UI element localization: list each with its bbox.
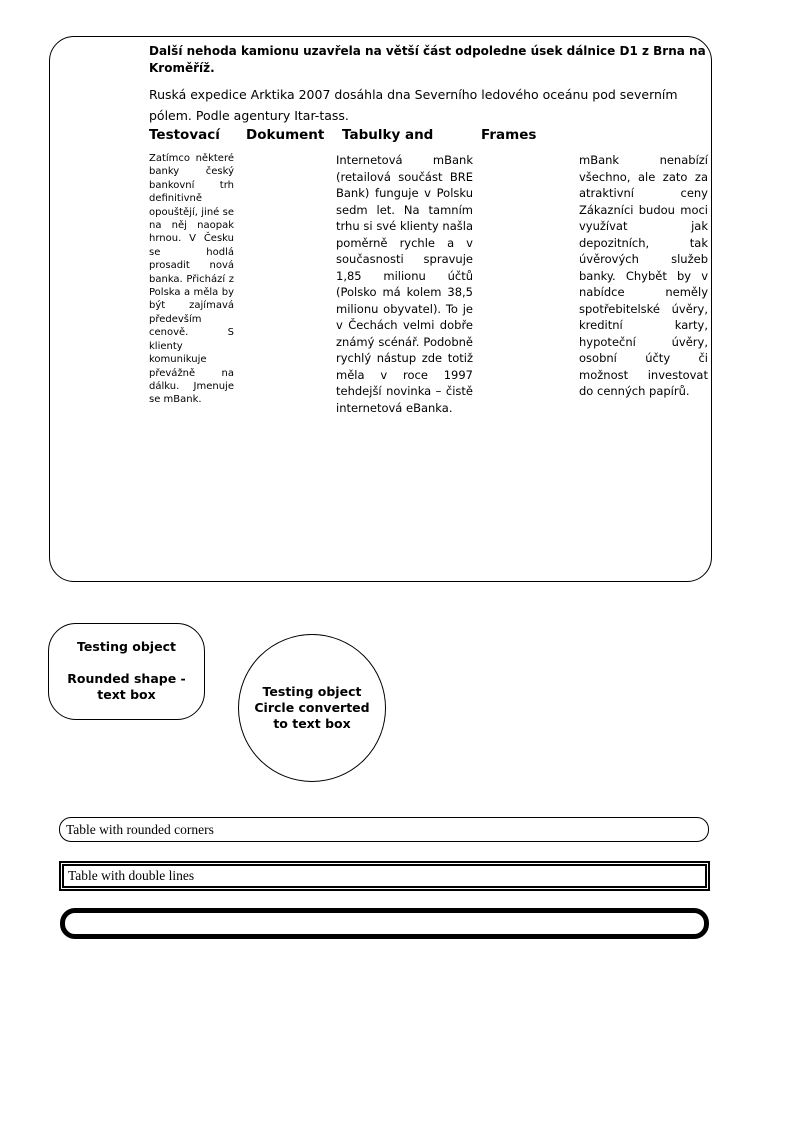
section-header-testovaci: Testovací [149, 127, 220, 143]
circle-textbox-subtitle: Circle converted to text box [254, 700, 370, 731]
thick-rounded-rectangle [60, 908, 709, 939]
headline: Další nehoda kamionu uzavřela na větší část odpoledne úsek dálnice D1 z Brna na Kroměříž. [149, 44, 706, 75]
table-double-lines [59, 861, 710, 891]
circle-textbox-title: Testing object [262, 684, 362, 699]
text-column-2: Internetová mBank (retailová součást BRE Bank) funguje v Polsku sedm let. Na tamním trhu si své klienty našla poměrně rychle a v současnosti spravuje 1,85 milionu účtů (Polsko má kolem 38,5 milionu obyvatel). To je v Čechách velmi dobře známý scénář. Podobně rychlý nástup zde totiž měla v roce 1997 tehdejší novinka – čistě internetová eBanka. [336, 153, 473, 415]
section-header-tabulky: Tabulky and [342, 127, 434, 143]
intro-paragraph: Ruská expedice Arktika 2007 dosáhla dna Severního ledového oceánu pod severním pólem. Podle agentury Itar-tass. [149, 87, 678, 123]
table-double-lines-label: Table with double lines [68, 868, 195, 883]
section-header-dokument: Dokument [246, 127, 325, 143]
table-rounded-corners [59, 817, 709, 842]
text-column-3: mBank nenabízí všechno, ale zato za atraktivní ceny Zákazníci budou moci využívat jak depozitních, tak úvěrových služeb banky. Chybět by v nabídce neměly spotřebitelské úvěry, kreditní karty, hypoteční úvěry, osobní účty či možnost investovat do cenných papírů. [579, 153, 708, 398]
rounded-textbox-shape [48, 623, 205, 720]
section-header-frames: Frames [481, 127, 537, 143]
rounded-textbox-title: Testing object [77, 639, 176, 654]
table-rounded-corners-label: Table with rounded corners [66, 821, 214, 837]
rounded-textbox-subtitle: Rounded shape - text box [67, 671, 186, 702]
section-headers-row [50, 127, 711, 145]
document-frame [49, 36, 712, 582]
text-column-1: Zatímco některé banky český bankovní trh definitivně opouštějí, jiné se na něj naopak hrnou. V Česku se hodlá prosadit nová banka. Přichází z Polska a měla by být zajímavá především cenově. S klienty komunikuje převážně na dálku. Jmenuje se mBank. [149, 153, 234, 406]
circle-textbox-shape [238, 634, 386, 782]
